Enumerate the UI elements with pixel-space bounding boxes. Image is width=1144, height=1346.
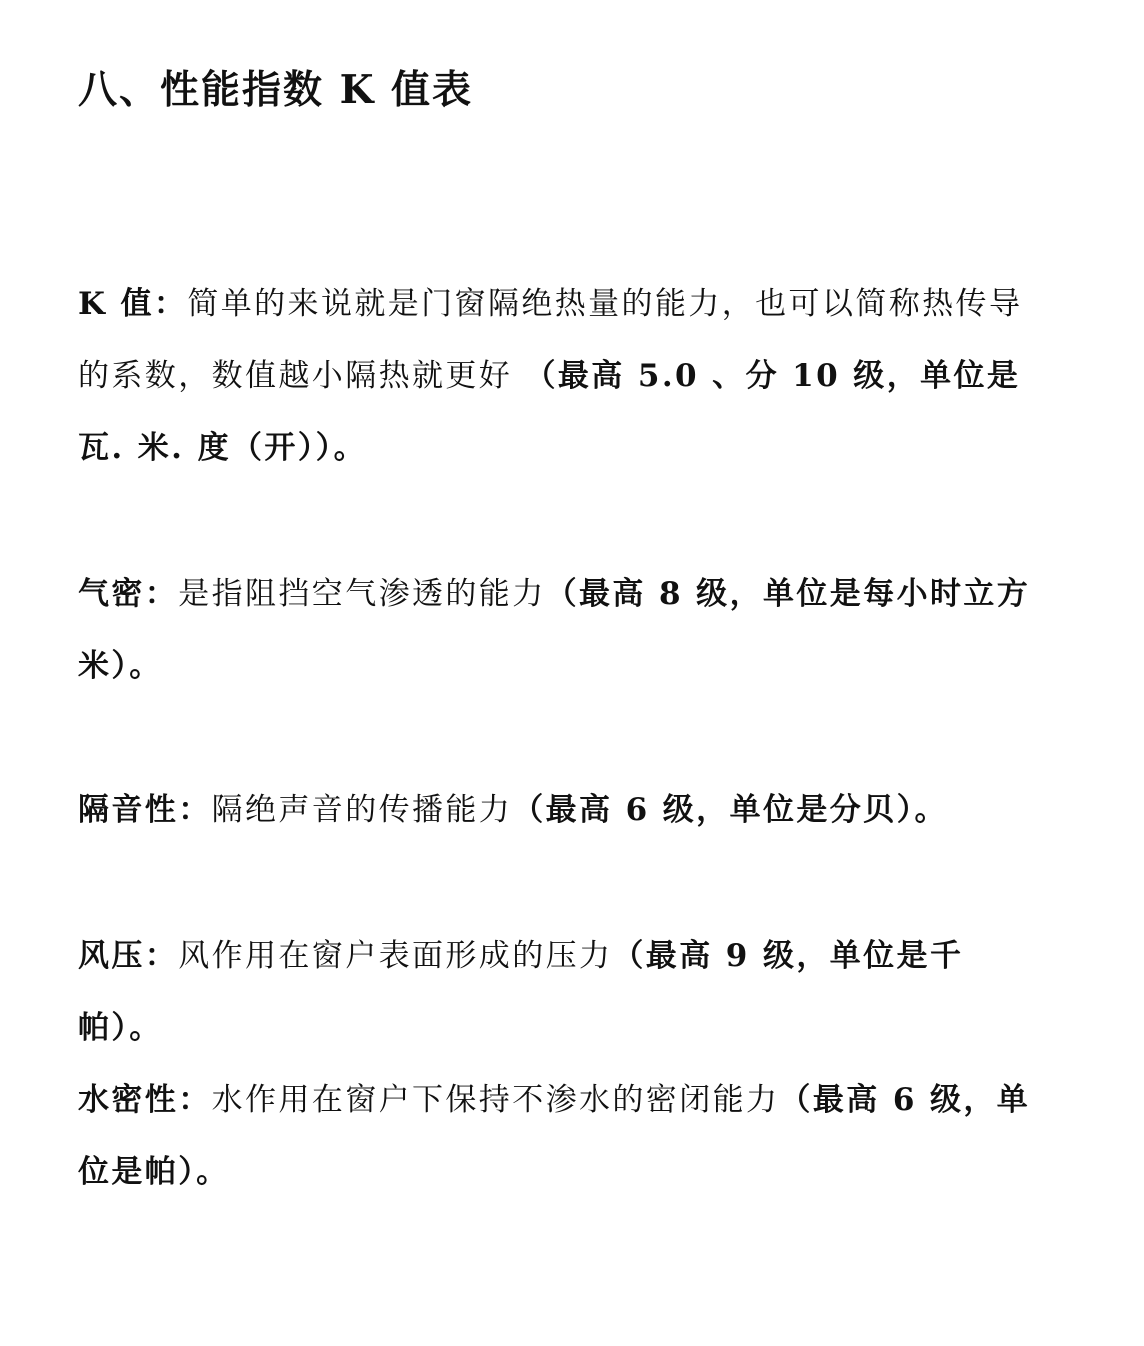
paragraph-wind-pressure [78, 920, 1046, 1064]
paragraph-k-value [78, 268, 1046, 484]
definition-airtightness: 是指阻挡空气渗透的能力 [178, 576, 546, 612]
paragraph-airtightness [78, 558, 1046, 702]
term-watertightness: 水密性： [78, 1082, 212, 1118]
note-wind-pressure: （最高 9 级，单位是千帕）。 [78, 938, 964, 1046]
section-heading: 八、性能指数 K 值表 [78, 67, 474, 113]
term-airtightness: 气密： [78, 576, 179, 612]
term-k-value: K 值： [78, 286, 188, 322]
definition-wind-pressure: 风作用在窗户表面形成的压力 [178, 938, 613, 974]
paragraph-watertightness [78, 1064, 1046, 1208]
definition-k-value: 简单的来说就是门窗隔绝热量的能力，也可以简称热传导的系数，数值越小隔热就更好 [78, 286, 1023, 394]
term-wind-pressure: 风压： [78, 938, 179, 974]
note-airtightness: （最高 8 级，单位是每小时立方米）。 [78, 576, 1031, 684]
note-sound-insulation: （最高 6 级，单位是分贝）。 [512, 792, 948, 828]
term-sound-insulation: 隔音性： [78, 792, 212, 828]
note-k-value: （最高 5.0 、分 10 级，单位是瓦. 米. 度（开））。 [78, 358, 1021, 466]
paragraph-sound-insulation [78, 774, 1046, 846]
note-watertightness: （最高 6 级，单位是帕）。 [78, 1082, 1031, 1190]
definition-sound-insulation: 隔绝声音的传播能力 [211, 792, 513, 828]
definition-watertightness: 水作用在窗户下保持不渗水的密闭能力 [211, 1082, 780, 1118]
